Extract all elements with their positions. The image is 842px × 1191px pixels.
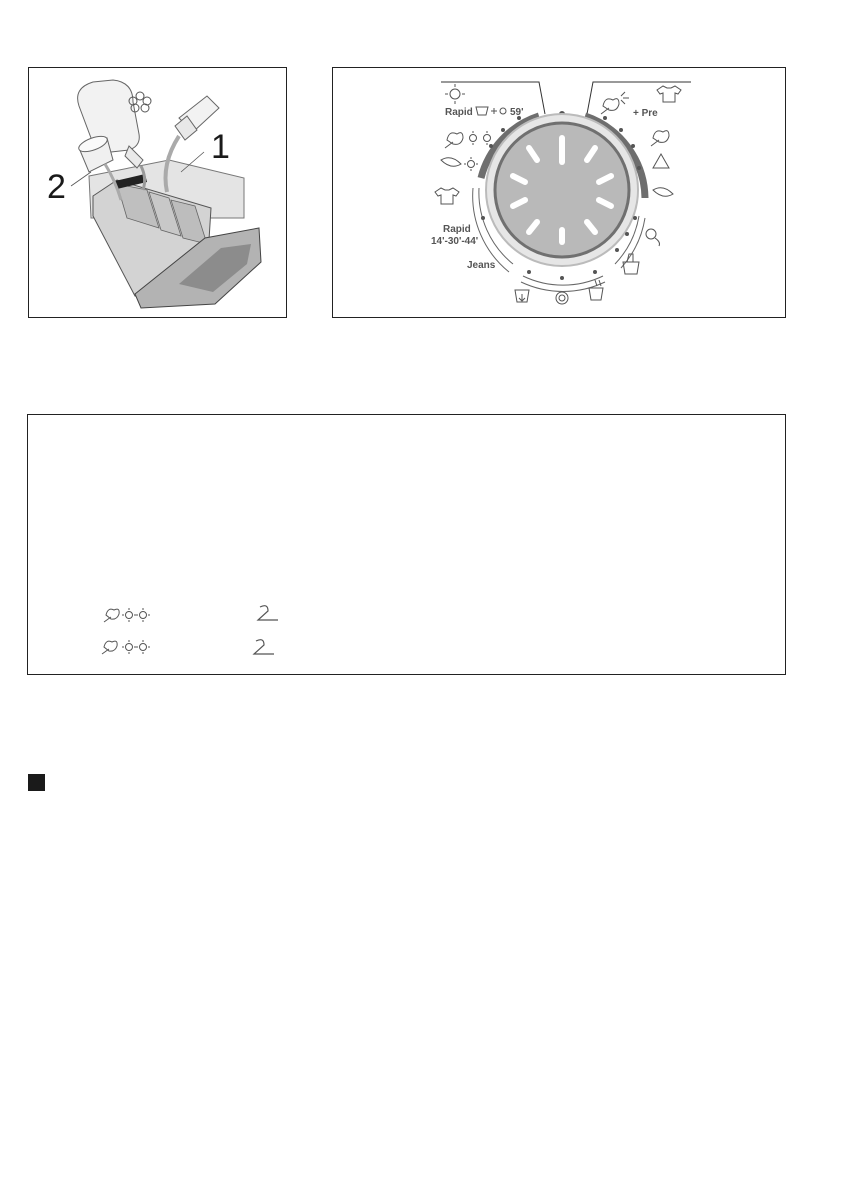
jeans-label: Jeans	[467, 260, 496, 271]
program-table	[27, 414, 786, 675]
callout-1: 1	[211, 128, 230, 166]
hanger-icon	[254, 640, 274, 654]
callout-2: 2	[47, 168, 66, 206]
hanger-icon	[258, 606, 278, 620]
sun-icon	[122, 640, 150, 654]
synthetic-leaf-icon	[441, 158, 461, 167]
table-row	[104, 606, 278, 622]
rapid2-label: Rapid	[443, 224, 471, 235]
program-dial-illustration	[333, 68, 785, 317]
drain-icon	[515, 290, 529, 302]
synthetic-leaf-icon	[653, 188, 673, 197]
sun-icon	[464, 157, 478, 171]
triangle-bleach-icon	[653, 154, 669, 168]
sun-icon	[445, 84, 465, 104]
spin-icon	[556, 292, 568, 304]
section-marker	[28, 774, 45, 791]
sun-icon	[122, 608, 150, 622]
bucket-plus-sun-icon	[476, 107, 506, 115]
sun-icon	[470, 131, 491, 145]
rapid2-times-label: 14'-30'-44'	[431, 236, 479, 247]
rapid-time-label: 59'	[510, 107, 524, 118]
program-table-icons	[28, 415, 785, 674]
cotton-icon	[104, 609, 119, 622]
rapid-label: Rapid	[445, 107, 473, 118]
cotton-icon	[102, 641, 117, 654]
detergent-drawer-figure	[28, 67, 287, 318]
cotton-icon	[651, 131, 669, 146]
stain-prewash-icon	[601, 92, 629, 114]
cotton-icon	[445, 133, 463, 148]
shirt-icon	[435, 188, 459, 204]
detergent-drawer-illustration	[29, 68, 286, 317]
wool-icon	[646, 229, 660, 246]
rinse-icon	[589, 280, 603, 300]
table-row	[102, 640, 274, 654]
shirt-icon	[657, 86, 681, 102]
pre-label: + Pre	[633, 108, 658, 119]
program-dial-figure	[332, 67, 786, 318]
handwash-icon	[623, 254, 639, 274]
